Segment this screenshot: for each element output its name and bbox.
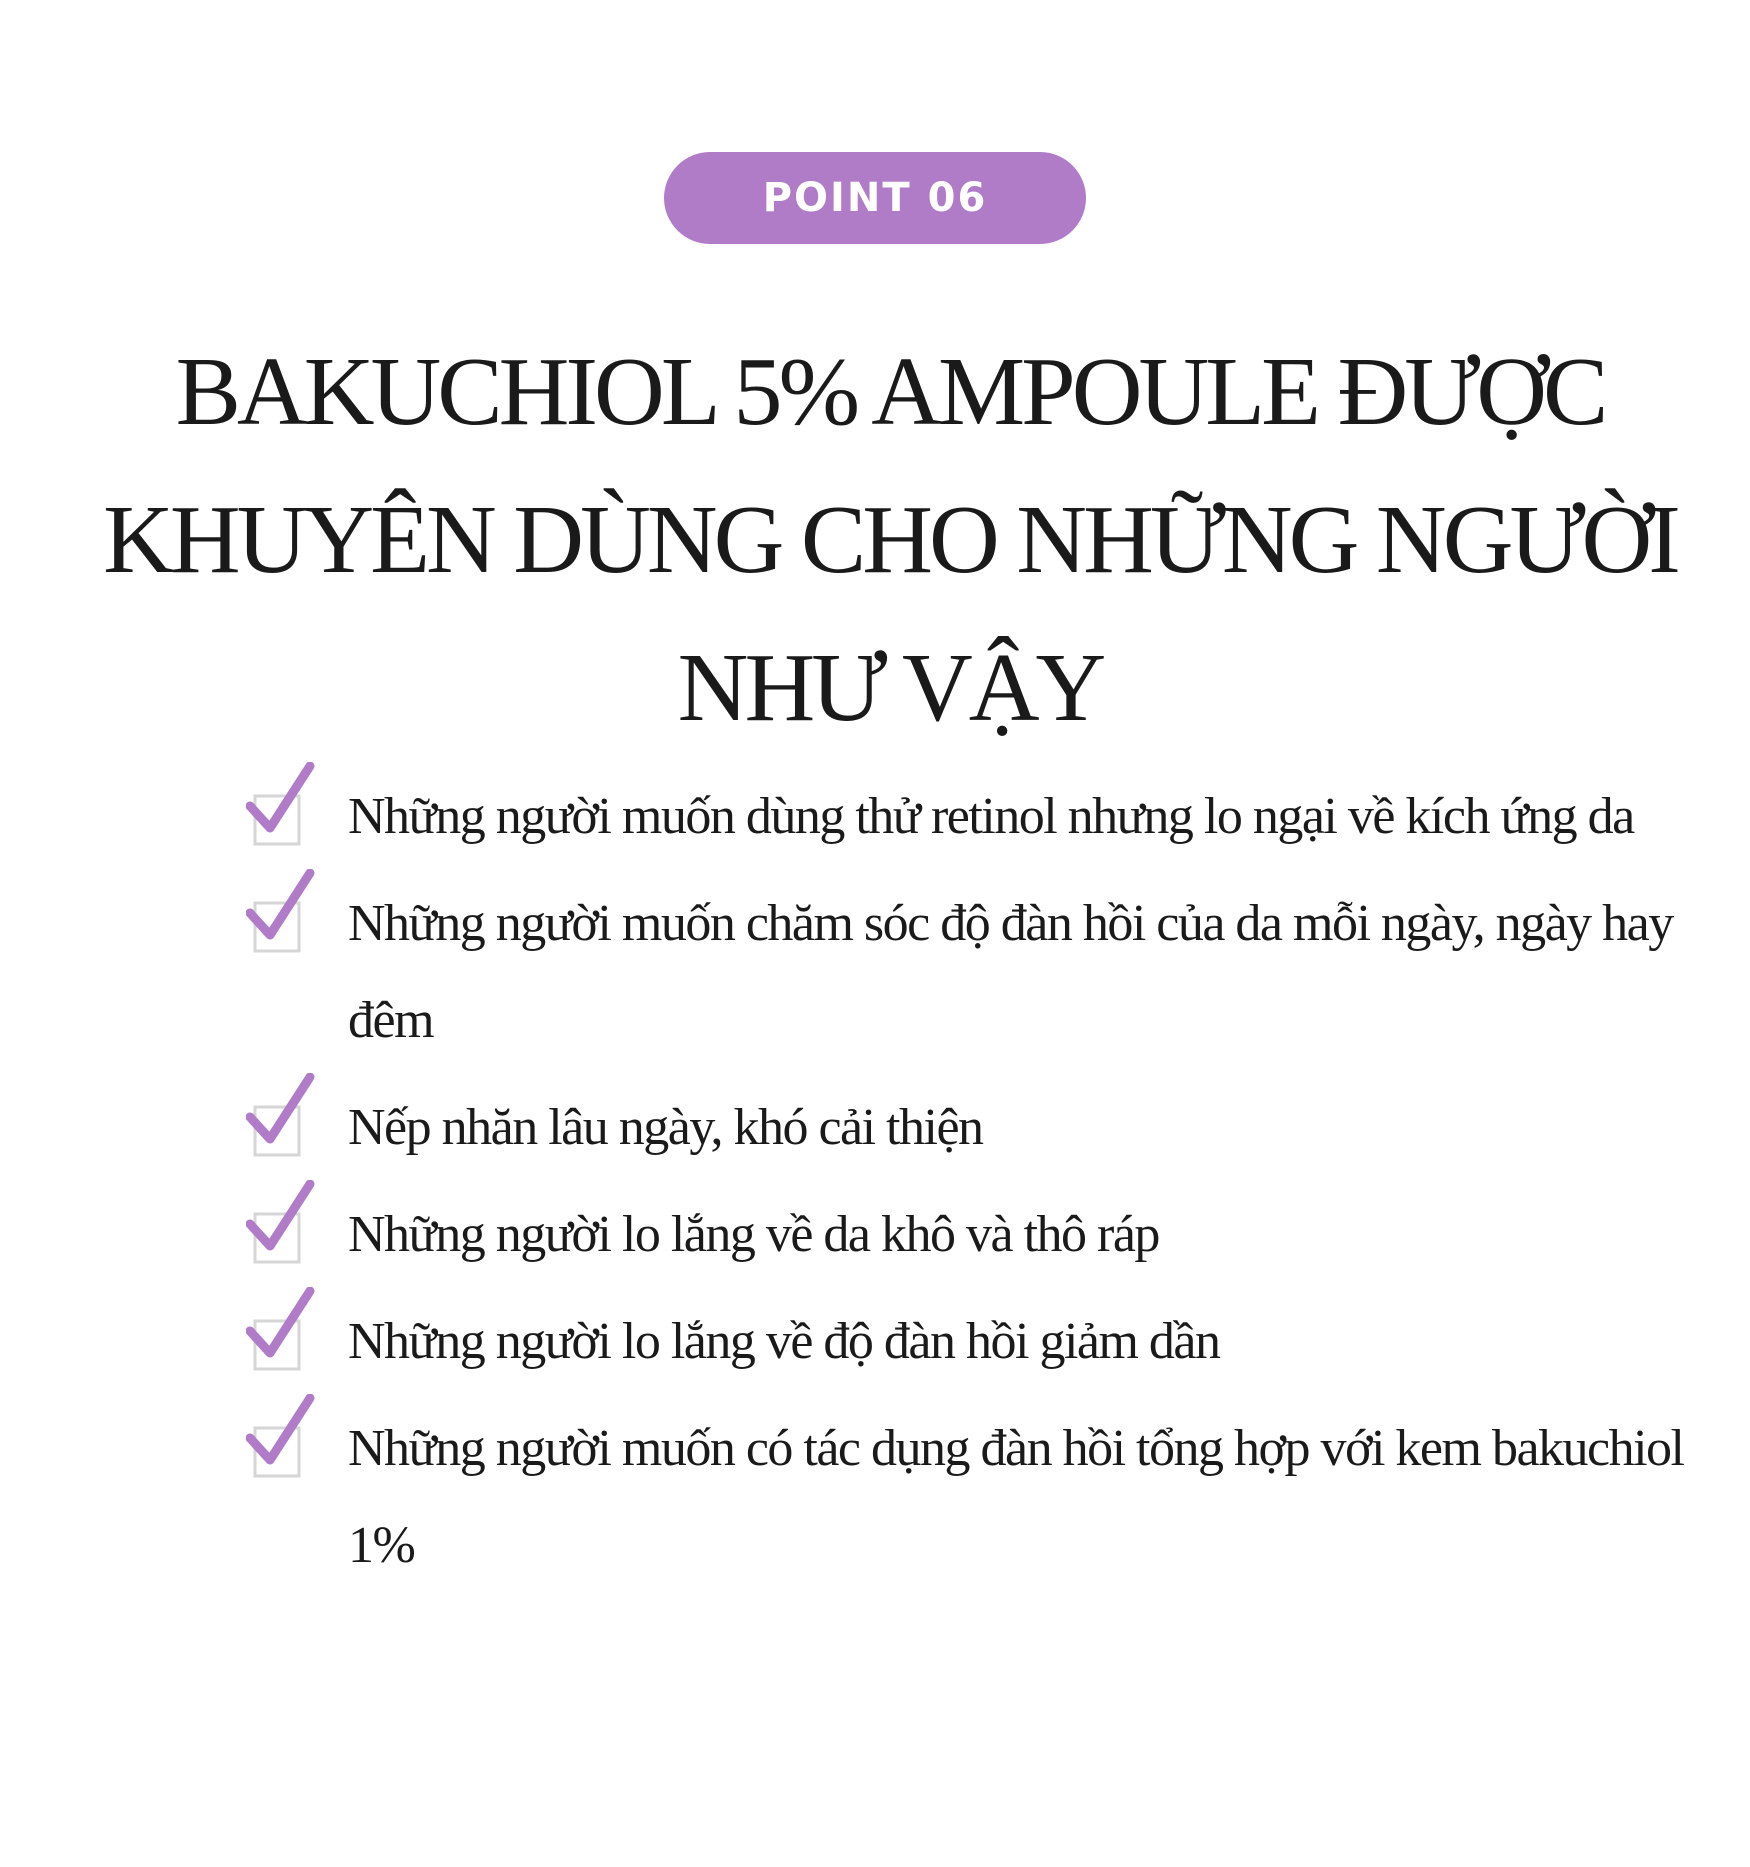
list-item-text: Những người lo lắng về da khô và thô ráp bbox=[348, 1206, 1159, 1263]
point-badge: POINT 06 bbox=[664, 152, 1086, 244]
list-item bbox=[246, 1186, 1726, 1283]
list-item bbox=[246, 875, 1726, 1069]
page-title bbox=[60, 318, 1720, 762]
title-line-3: NHƯ VẬY bbox=[677, 634, 1103, 742]
list-item bbox=[246, 1400, 1726, 1594]
checkmark-icon bbox=[246, 762, 320, 850]
list-item bbox=[246, 1079, 1726, 1176]
recommendation-list bbox=[246, 782, 1726, 1618]
checkmark-icon bbox=[246, 869, 320, 957]
checkmark-icon bbox=[246, 1073, 320, 1161]
list-item-text: Những người muốn dùng thử retinol nhưng lo ngại về kích ứng da bbox=[348, 788, 1634, 845]
checkmark-icon bbox=[246, 1394, 320, 1482]
title-line-1: BAKUCHIOL 5% AMPOULE ĐƯỢC bbox=[175, 338, 1605, 446]
list-item bbox=[246, 1293, 1726, 1390]
list-item-text: Những người lo lắng về độ đàn hồi giảm dần bbox=[348, 1313, 1220, 1370]
checkmark-icon bbox=[246, 1180, 320, 1268]
list-item bbox=[246, 768, 1726, 865]
list-item-text: Những người muốn chăm sóc độ đàn hồi của da mỗi ngày, ngày hay đêm bbox=[348, 895, 1673, 1049]
list-item-text: Nếp nhăn lâu ngày, khó cải thiện bbox=[348, 1099, 983, 1156]
list-item-text: Những người muốn có tác dụng đàn hồi tổng hợp với kem bakuchiol 1% bbox=[348, 1420, 1684, 1574]
checkmark-icon bbox=[246, 1287, 320, 1375]
title-line-2: KHUYÊN DÙNG CHO NHỮNG NGƯỜI bbox=[103, 486, 1677, 594]
